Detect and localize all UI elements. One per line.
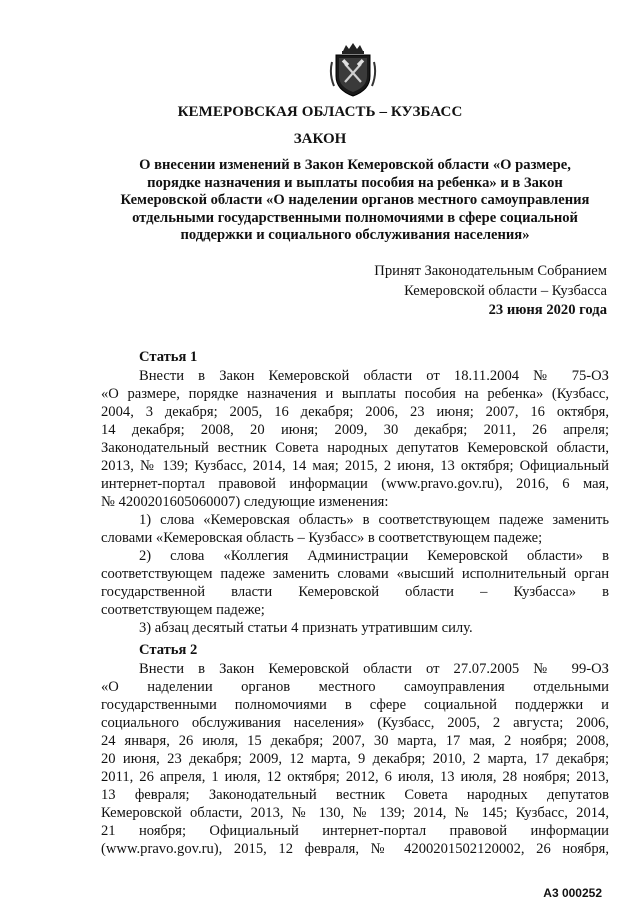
adoption-date: 23 июня 2020 года <box>488 302 607 318</box>
form-number: А3 000252 <box>543 886 602 900</box>
text-line: социального обслуживания населения» (Кузбасс, 2005, 2 августа; 2006, <box>101 715 609 731</box>
adoption-block <box>374 262 607 321</box>
text-line: 20 июня, 23 декабря; 2009, 12 марта, 9 декабря; 2010, 2 марта, 17 декабря; <box>101 751 609 767</box>
text-line: соответствующем падеже заменить словами «высший исполнительный орган <box>101 566 609 582</box>
coat-of-arms-icon <box>329 42 377 98</box>
text-line: (www.pravo.gov.ru), 2015, 12 февраля, № 4200201502120002, 26 ноября, <box>101 841 609 857</box>
article-2 <box>101 641 609 858</box>
text-line: Внести в Закон Кемеровской области от 18.11.2004 № 75-ОЗ <box>139 368 609 384</box>
text-line: 2013, № 139; Кузбасс, 2014, 14 мая; 2015, 2 июня, 13 октября; Официальный <box>101 458 609 474</box>
text-line: государственной власти Кемеровской области – Кузбасса» в <box>101 584 609 600</box>
text-line: Внести в Закон Кемеровской области от 27.07.2005 № 99-ОЗ <box>139 661 609 677</box>
text-line: «О наделении органов местного самоуправления отдельными <box>101 679 609 695</box>
text-line: государственными полномочиями в сфере социальной поддержки и <box>101 697 609 713</box>
text-line: 2011, 26 апреля, 1 июля, 12 октября; 2012, 6 июля, 13 июля, 28 ноября; 2013, <box>101 769 609 785</box>
law-title <box>100 157 610 245</box>
text-line: словами «Кемеровская область – Кузбасс» в соответствующем падеже; <box>101 530 543 546</box>
article-1 <box>101 348 609 637</box>
text-line: Кемеровской области, 2013, № 130, № 139; 2014, № 145; Кузбасс, 2014, <box>101 805 609 821</box>
text-line: Законодательный вестник Совета народных депутатов Кемеровской области, <box>101 440 609 456</box>
text-line: 1) слова «Кемеровская область» в соответствующем падеже заменить <box>139 512 609 528</box>
text-line: 21 ноября; Официальный интернет-портал правовой информации <box>101 823 609 839</box>
text-line: 24 января, 26 июля, 15 декабря; 2007, 30 марта, 17 мая, 2 ноября; 2008, <box>101 733 609 749</box>
adoption-line: Принят Законодательным Собранием <box>374 263 607 279</box>
article-heading: Статья 1 <box>139 349 198 365</box>
adoption-line: Кемеровской области – Кузбасса <box>404 282 607 299</box>
text-line: 13 февраля; Законодательный вестник Совета народных депутатов <box>101 787 609 803</box>
title-line: О внесении изменений в Закон Кемеровской области «О размере, <box>139 157 571 173</box>
text-line: 14 декабря; 2008, 20 июня; 2009, 30 декабря; 2011, 26 апреля; <box>101 422 609 438</box>
title-line: поддержки и социального обслуживания населения» <box>180 227 530 244</box>
document-type: ЗАКОН <box>293 131 347 147</box>
text-line: «О размере, порядке назначения и выплаты пособия на ребенка» (Кузбасс, <box>101 386 609 402</box>
title-line: отдельными государственными полномочиями в сфере социальной <box>132 209 578 226</box>
text-line: соответствующем падеже; <box>101 602 265 618</box>
text-line: 3) абзац десятый статьи 4 признать утратившим силу. <box>139 620 473 636</box>
text-line: № 4200201605060007) следующие изменения: <box>101 494 389 510</box>
title-line: Кемеровской области «О наделении органов местного самоуправления <box>120 192 590 209</box>
title-line: порядке назначения и выплаты пособия на ребенка» и в Закон <box>147 174 563 191</box>
text-line: 2004, 3 декабря; 2005, 16 декабря; 2006, 23 июня; 2007, 16 октября, <box>101 404 609 420</box>
region-heading: КЕМЕРОВСКАЯ ОБЛАСТЬ – КУЗБАСС <box>177 104 463 120</box>
text-line: 2) слова «Коллегия Администрации Кемеровской области» в <box>139 548 609 564</box>
article-heading: Статья 2 <box>139 642 198 658</box>
text-line: интернет-портал правовой информации (www.pravo.gov.ru), 2016, 6 мая, <box>101 476 609 492</box>
